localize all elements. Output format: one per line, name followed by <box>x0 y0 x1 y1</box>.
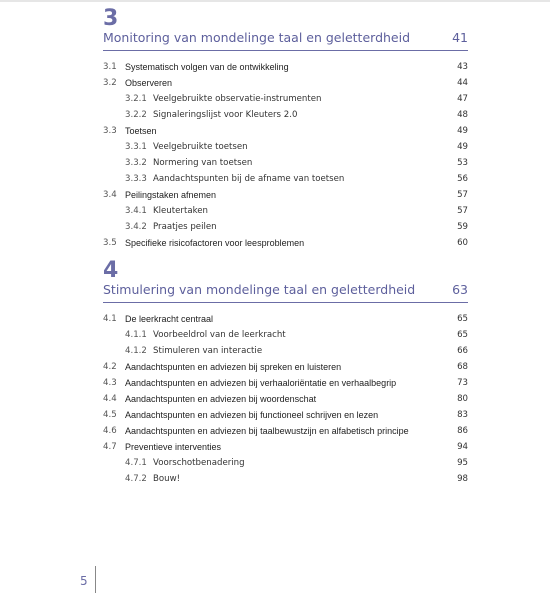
toc-entry[interactable] <box>103 172 468 186</box>
toc-entry[interactable] <box>103 360 468 374</box>
toc-entry-number: 4.5 <box>103 410 117 420</box>
toc-entry-number: 3.1 <box>103 62 117 72</box>
toc-entry-page: 65 <box>457 330 468 340</box>
toc-entry-label: De leerkracht centraal <box>125 314 214 324</box>
toc-entry-label: Systematisch volgen van de ontwikkeling <box>125 62 289 72</box>
toc-entry-label: Specifieke risicofactoren voor leesproblemen <box>125 238 305 248</box>
toc-entry-page: 95 <box>457 458 468 468</box>
toc-entry[interactable] <box>103 108 468 122</box>
toc-entry[interactable] <box>103 124 468 138</box>
chapter-4-header <box>103 260 468 303</box>
toc-entry[interactable] <box>103 424 468 438</box>
toc-entry-number: 4.7.2 <box>125 474 147 484</box>
toc-entry[interactable] <box>103 344 468 358</box>
toc-entry-number: 3.2 <box>103 78 117 88</box>
toc-entry[interactable] <box>103 92 468 106</box>
toc-entry-label: Praatjes peilen <box>153 222 217 232</box>
toc-entry-label: Kleutertaken <box>153 206 208 216</box>
toc-entry[interactable] <box>103 376 468 390</box>
toc-entry-number: 3.5 <box>103 238 117 248</box>
toc-entry-label: Stimuleren van interactie <box>153 346 263 356</box>
toc-entry-label: Peilingstaken afnemen <box>125 190 217 200</box>
toc-entry-number: 4.1 <box>103 314 117 324</box>
toc-entry-number: 4.4 <box>103 394 117 404</box>
top-rule <box>0 0 550 2</box>
toc-entry-page: 68 <box>457 362 468 372</box>
toc-entry[interactable] <box>103 328 468 342</box>
toc-entry-number: 3.4.2 <box>125 222 147 232</box>
toc-entry-label: Aandachtspunten en adviezen bij woordenschat <box>125 394 317 404</box>
toc-entry-page: 49 <box>457 142 468 152</box>
toc-entry[interactable] <box>103 60 468 74</box>
toc-entry-page: 43 <box>457 62 468 72</box>
chapter-page: 41 <box>452 30 468 45</box>
chapter-heading <box>103 30 468 51</box>
toc-entry[interactable] <box>103 312 468 326</box>
toc-entry-number: 3.4 <box>103 190 117 200</box>
toc-entry-page: 57 <box>457 190 468 200</box>
toc-entry-label: Toetsen <box>125 126 157 136</box>
toc-entry-number: 4.2 <box>103 362 117 372</box>
toc-entry-page: 86 <box>457 426 468 436</box>
toc-entry-label: Voorschotbenadering <box>153 458 245 468</box>
toc-entry-label: Voorbeeldrol van de leerkracht <box>153 330 286 340</box>
toc-entry-number: 4.7.1 <box>125 458 147 468</box>
toc-entry[interactable] <box>103 204 468 218</box>
toc-entry-page: 65 <box>457 314 468 324</box>
toc-entry[interactable] <box>103 236 468 250</box>
toc-entry-number: 3.3.2 <box>125 158 147 168</box>
toc-entry-label: Signaleringslijst voor Kleuters 2.0 <box>153 110 298 120</box>
chapter-heading <box>103 282 468 303</box>
toc-entry-page: 73 <box>457 378 468 388</box>
toc-entry-label: Aandachtspunten en adviezen bij taalbewustzijn en alfabetisch principe <box>125 426 409 436</box>
toc-entry-page: 83 <box>457 410 468 420</box>
toc-entry[interactable] <box>103 76 468 90</box>
toc-entry-number: 4.6 <box>103 426 117 436</box>
toc-entry-number: 3.3.1 <box>125 142 147 152</box>
toc-entry-number: 4.7 <box>103 442 117 452</box>
toc-entry-label: Veelgebruikte toetsen <box>153 142 248 152</box>
toc-entry-page: 60 <box>457 238 468 248</box>
toc-entry-page: 98 <box>457 474 468 484</box>
toc-entry-page: 66 <box>457 346 468 356</box>
toc-entry[interactable] <box>103 220 468 234</box>
toc-entry-number: 4.1.1 <box>125 330 147 340</box>
toc-entry-label: Bouw! <box>153 474 181 484</box>
toc-entry-page: 80 <box>457 394 468 404</box>
toc-entry-label: Observeren <box>125 78 173 88</box>
toc-entry[interactable] <box>103 472 468 486</box>
chapter-title[interactable]: Stimulering van mondelinge taal en geletterdheid <box>103 282 416 297</box>
toc-entry[interactable] <box>103 392 468 406</box>
toc-entry-page: 49 <box>457 126 468 136</box>
toc-entry-number: 4.1.2 <box>125 346 147 356</box>
toc-entry-page: 47 <box>457 94 468 104</box>
toc-entry-page: 53 <box>457 158 468 168</box>
toc-entry-label: Aandachtspunten en adviezen bij spreken en luisteren <box>125 362 342 372</box>
footer-page-number: 5 <box>80 574 88 588</box>
toc-entry[interactable] <box>103 456 468 470</box>
footer-divider <box>95 566 96 593</box>
chapter-title[interactable]: Monitoring van mondelinge taal en geletterdheid <box>103 30 411 45</box>
toc-entry[interactable] <box>103 440 468 454</box>
chapter-number: 3 <box>103 6 119 31</box>
toc-entry-number: 3.4.1 <box>125 206 147 216</box>
toc-entry-label: Veelgebruikte observatie-instrumenten <box>153 94 322 104</box>
toc-entry-number: 3.2.1 <box>125 94 147 104</box>
toc-entry[interactable] <box>103 140 468 154</box>
toc-entry-page: 59 <box>457 222 468 232</box>
toc-entry-label: Aandachtspunten bij de afname van toetsen <box>153 174 345 184</box>
toc-entry-label: Aandachtspunten en adviezen bij functioneel schrijven en lezen <box>125 410 379 420</box>
toc-entry-page: 57 <box>457 206 468 216</box>
toc-entry[interactable] <box>103 408 468 422</box>
chapter-3-header <box>103 8 468 51</box>
toc-entry[interactable] <box>103 156 468 170</box>
chapter-number: 4 <box>103 258 119 283</box>
toc-entry[interactable] <box>103 188 468 202</box>
toc-entry-label: Aandachtspunten en adviezen bij verhaaloriëntatie en verhaalbegrip <box>125 378 397 388</box>
toc-entry-page: 56 <box>457 174 468 184</box>
toc-entry-number: 3.2.2 <box>125 110 147 120</box>
toc-entry-number: 4.3 <box>103 378 117 388</box>
toc-entry-number: 3.3.3 <box>125 174 147 184</box>
toc-entry-page: 94 <box>457 442 468 452</box>
toc-entry-page: 44 <box>457 78 468 88</box>
toc-entry-label: Preventieve interventies <box>125 442 222 452</box>
toc-entry-number: 3.3 <box>103 126 117 136</box>
chapter-page: 63 <box>452 282 468 297</box>
toc-entry-label: Normering van toetsen <box>153 158 253 168</box>
toc-entry-page: 48 <box>457 110 468 120</box>
